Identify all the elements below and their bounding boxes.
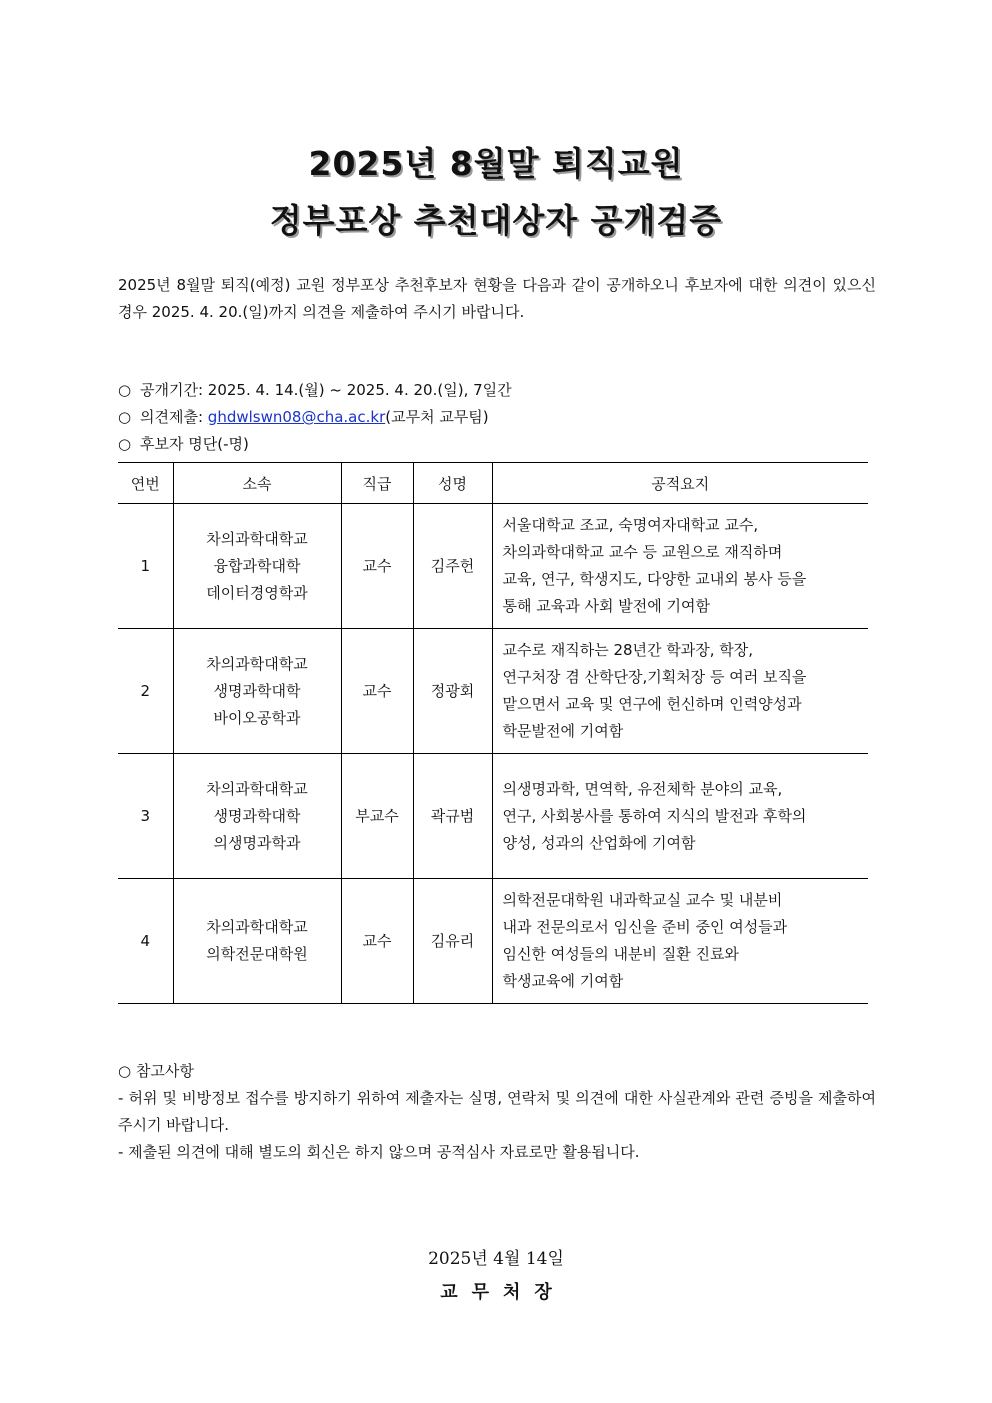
merit-line: 양성, 성과의 산업화에 기여함: [502, 833, 696, 852]
merit-line: 학문발전에 기여함: [502, 722, 624, 740]
cell-rank: 교수: [341, 629, 413, 754]
merit-line: 교육, 연구, 학생지도, 다양한 교내외 봉사 등을: [502, 570, 807, 588]
merit-line: 내과 전문의로서 임신을 준비 중인 여성들과: [502, 918, 788, 936]
cell-no: 4: [118, 879, 173, 1004]
bullet-submit: [118, 405, 489, 429]
cell-affiliation: [173, 629, 341, 754]
bullet-period: [118, 378, 512, 402]
notes-item: - 허위 및 비방정보 접수를 방지하기 위하여 제출자는 실명, 연락처 및 의견에 대한 사실관계와 관련 증빙을 제출하여 주시기 바랍니다.: [118, 1089, 876, 1134]
affil-line: 바이오공학과: [213, 708, 301, 727]
cell-no: 2: [118, 629, 173, 754]
cell-no: 1: [118, 504, 173, 629]
cell-merit: [492, 754, 868, 879]
merit-line: 교수로 재직하는 28년간 학과장, 학장,: [502, 641, 754, 659]
merit-line: 임신한 여성들의 내분비 질환 진료와: [502, 945, 739, 963]
merit-line: 맡으면서 교육 및 연구에 헌신하며 인력양성과: [502, 695, 802, 713]
affil-line: 생명과학대학: [213, 681, 301, 700]
affil-line: 의생명과학과: [213, 833, 301, 852]
submit-label: 의견제출:: [140, 408, 208, 426]
cell-merit: [492, 504, 868, 629]
cell-rank: 부교수: [341, 754, 413, 879]
table-row: [118, 879, 868, 1004]
header-name: 성명: [413, 463, 492, 504]
merit-line: 의생명과학, 면역학, 유전체학 분야의 교육,: [502, 779, 783, 798]
circle-bullet-icon: ○: [118, 435, 132, 453]
affil-line: 차의과학대학교: [206, 918, 308, 936]
submit-email-link[interactable]: ghdwlswn08@cha.ac.kr: [207, 408, 386, 426]
merit-line: 연구처장 겸 산학단장,기획처장 등 여러 보직을: [502, 668, 807, 686]
period-text: 공개기간: 2025. 4. 14.(월) ~ 2025. 4. 20.(일), 7일간: [140, 381, 512, 399]
intro-paragraph: 2025년 8월말 퇴직(예정) 교원 정부포상 추천후보자 현황을 다음과 같이 공개하오니 후보자에 대한 의견이 있으신 경우 2025. 4. 20.(일)까지 의견을 제출하여 주시기 바랍니다.: [118, 276, 876, 321]
cell-name: 김주헌: [413, 504, 492, 629]
document-title-line2: 정부포상 추천대상자 공개검증: [269, 201, 723, 240]
cell-affiliation: [173, 504, 341, 629]
signer-title: 교무처장: [440, 1282, 566, 1303]
notes-section: [118, 1058, 876, 1166]
cell-merit: [492, 629, 868, 754]
cell-rank: 교수: [341, 504, 413, 629]
cell-name: 김유리: [413, 879, 492, 1004]
table-row: [118, 629, 868, 754]
issue-date: 2025년 4월 14일: [428, 1249, 564, 1269]
submit-suffix: (교무처 교무팀): [385, 408, 489, 426]
affil-line: 차의과학대학교: [206, 654, 308, 673]
cell-name: 곽규범: [413, 754, 492, 879]
affil-line: 데이터경영학과: [206, 583, 308, 602]
circle-bullet-icon: ○: [118, 381, 132, 399]
affil-line: 융합과학대학: [213, 556, 301, 575]
merit-line: 의학전문대학원 내과학교실 교수 및 내분비: [502, 891, 783, 909]
circle-bullet-icon: ○: [118, 408, 132, 426]
cell-merit: [492, 879, 868, 1004]
notes-item: - 제출된 의견에 대해 별도의 회신은 하지 않으며 공적심사 자료로만 활용됩니다.: [118, 1143, 640, 1161]
candidate-table: [118, 462, 868, 1004]
affil-line: 차의과학대학교: [206, 529, 308, 548]
header-affiliation: 소속: [173, 463, 341, 504]
affil-line: 의학전문대학원: [206, 945, 308, 963]
affil-line: 차의과학대학교: [206, 779, 308, 798]
cell-name: 정광회: [413, 629, 492, 754]
table-row: [118, 504, 868, 629]
merit-line: 차의과학대학교 교수 등 교원으로 재직하며: [502, 543, 783, 561]
header-merit: 공적요지: [492, 463, 868, 504]
cell-no: 3: [118, 754, 173, 879]
header-rank: 직급: [341, 463, 413, 504]
merit-line: 학생교육에 기여함: [502, 972, 624, 990]
affil-line: 생명과학대학: [213, 806, 301, 825]
cell-affiliation: [173, 754, 341, 879]
table-row: [118, 754, 868, 879]
merit-line: 통해 교육과 사회 발전에 기여함: [502, 597, 710, 615]
cell-affiliation: [173, 879, 341, 1004]
merit-line: 서울대학교 조교, 숙명여자대학교 교수,: [502, 516, 759, 534]
header-no: 연번: [118, 463, 173, 504]
cell-rank: 교수: [341, 879, 413, 1004]
merit-line: 연구, 사회봉사를 통하여 지식의 발전과 후학의: [502, 806, 807, 825]
notes-heading: ○ 참고사항: [118, 1062, 194, 1080]
document-title-line1: 2025년 8월말 퇴직교원: [308, 144, 684, 183]
candidates-text: 후보자 명단(-명): [140, 435, 249, 453]
bullet-candidates: [118, 432, 249, 456]
table-header-row: [118, 463, 868, 504]
